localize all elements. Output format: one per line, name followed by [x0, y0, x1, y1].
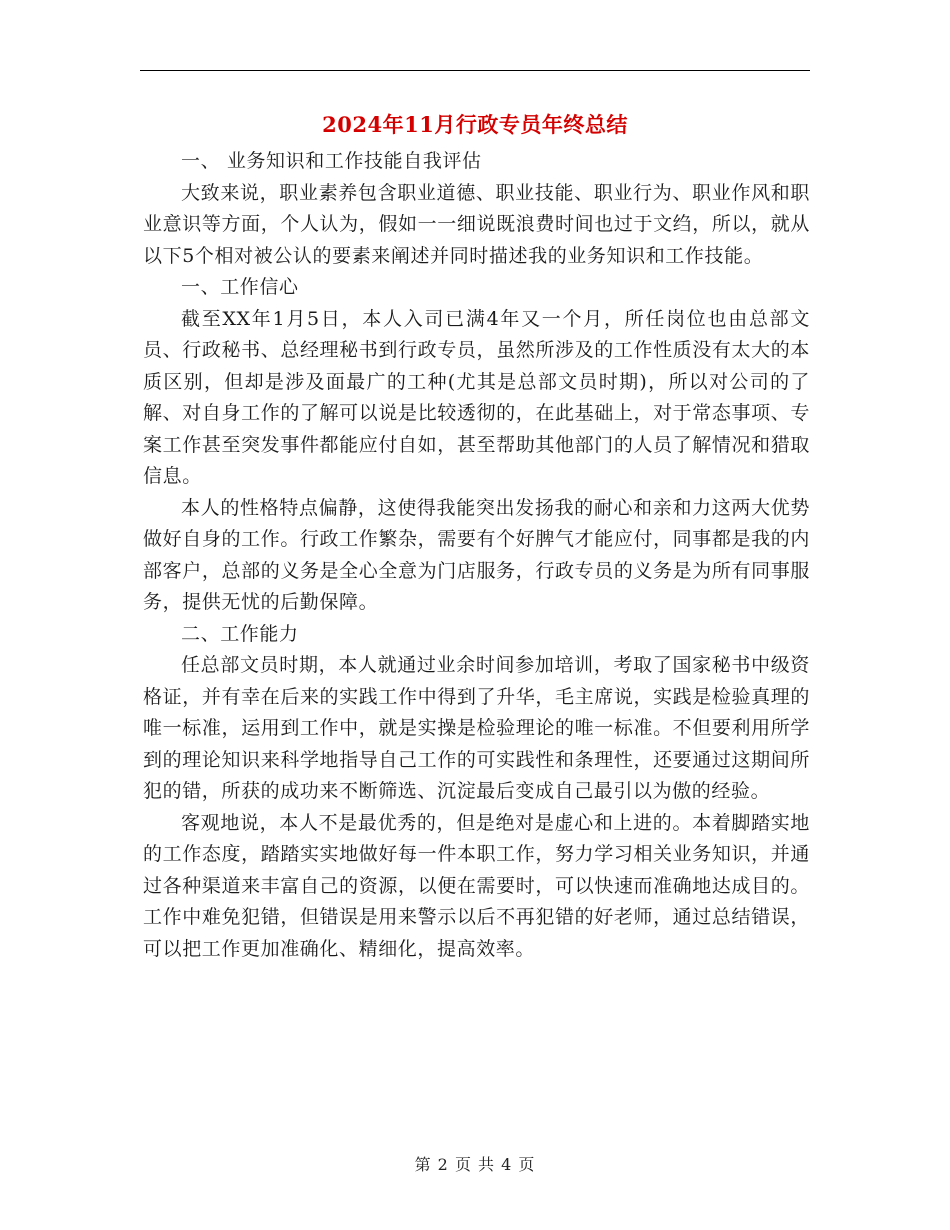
document-body	[143, 146, 810, 965]
header-rule	[140, 70, 810, 71]
page-footer: 第 2 页 共 4 页	[414, 1155, 536, 1174]
section-heading-work-confidence: 一、工作信心	[181, 276, 299, 298]
paragraph-intro: 大致来说，职业素养包含职业道德、职业技能、职业行为、职业作风和职业意识等方面，个人认为，假如一一细说既浪费时间也过于文绉，所以，就从以下5个相对被公认的要素来阐述并同时描述我的业务知识和工作技能。	[143, 181, 810, 267]
paragraph-confidence-2: 本人的性格特点偏静，这使得我能突出发扬我的耐心和亲和力这两大优势做好自身的工作。行政工作繁杂，需要有个好脾气才能应付，同事都是我的内部客户，总部的义务是全心全意为门店服务，行政专员的义务是为所有同事服务，提供无忧的后勤保障。	[143, 496, 810, 613]
paragraph-ability-1: 任总部文员时期，本人就通过业余时间参加培训，考取了国家秘书中级资格证，并有幸在后来的实践工作中得到了升华，毛主席说，实践是检验真理的唯一标准，运用到工作中，就是实操是检验理论的唯一标准。不但要利用所学到的理论知识来科学地指导自己工作的可实践性和条理性，还要通过这期间所犯的错，所获的成功来不断筛选、沉淀最后变成自己最引以为傲的经验。	[143, 654, 810, 802]
section-heading-self-assessment: 一、 业务知识和工作技能自我评估	[181, 150, 482, 172]
document-title: 2024年11月行政专员年终总结	[322, 112, 628, 137]
section-heading-work-ability: 二、工作能力	[181, 622, 299, 645]
paragraph-confidence-1: 截至XX年1月5日，本人入司已满4年又一个月，所任岗位也由总部文员、行政秘书、总经理秘书到行政专员，虽然所涉及的工作性质没有太大的本质区别，但却是涉及面最广的工种(尤其是总部文员时期)，所以对公司的了解、对自身工作的了解可以说是比较透彻的，在此基础上，对于常态事项、专案工作甚至突发事件都能应付自如，甚至帮助其他部门的人员了解情况和猎取信息。	[143, 307, 810, 487]
paragraph-ability-2: 客观地说，本人不是最优秀的，但是绝对是虚心和上进的。本着脚踏实地的工作态度，踏踏实实地做好每一件本职工作，努力学习相关业务知识，并通过各种渠道来丰富自己的资源，以便在需要时，可以快速而准确地达成目的。工作中难免犯错，但错误是用来警示以后不再犯错的好老师，通过总结错误，可以把工作更加准确化、精细化，提高效率。	[143, 811, 810, 960]
